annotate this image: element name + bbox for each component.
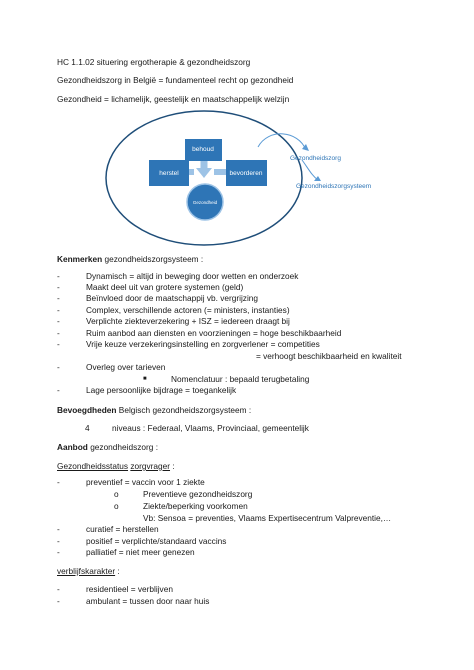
label-gezondheidszorgsysteem: Gezondheidszorgsysteem	[296, 183, 372, 190]
list-dash: -	[57, 596, 60, 606]
verblijf-heading-underlined: verblijfskarakter	[57, 566, 116, 576]
list-item: Dynamisch = altijd in beweging door wetten en onderzoek	[86, 271, 299, 281]
curve-to-gezondheidszorg	[258, 134, 306, 150]
circle-bullet: o	[114, 489, 119, 499]
verblijf-heading	[57, 566, 120, 576]
curve-to-gezondheidszorgsysteem	[302, 160, 318, 180]
bevoegdheden-number: 4	[85, 423, 90, 433]
bevoegdheden-levels: niveaus : Federaal, Vlaams, Provinciaal, gemeentelijk	[112, 423, 309, 433]
status-heading-rest: :	[170, 461, 175, 471]
health-diagram	[0, 0, 474, 250]
document-title: HC 1.1.02 situering ergotherapie & gezondheidszorg	[57, 57, 251, 67]
list-dash: -	[57, 536, 60, 546]
verblijf-heading-rest: :	[115, 566, 120, 576]
example-line: Vb: Sensoa = preventies, Vlaams Expertisecentrum Valpreventie,…	[143, 513, 392, 523]
list-dash: -	[57, 385, 60, 395]
list-dash: -	[57, 477, 60, 487]
list-item-continuation: = verhoogt beschikbaarheid en kwaliteit	[256, 351, 402, 361]
list-item: palliatief = niet meer genezen	[86, 547, 195, 557]
label-herstel: herstel	[159, 170, 179, 177]
bevoegdheden-heading-rest: Belgisch gezondheidszorgsysteem :	[116, 405, 252, 415]
list-dash: -	[57, 339, 60, 349]
intro-line-1: Gezondheidszorg in België = fundamenteel recht op gezondheid	[57, 75, 294, 85]
list-dash: -	[57, 271, 60, 281]
sub-list-item: Nomenclatuur : bepaald terugbetaling	[171, 374, 310, 384]
aanbod-heading	[57, 442, 158, 452]
list-item: Maakt deel uit van grotere systemen (geld)	[86, 282, 244, 292]
kenmerken-heading	[57, 254, 203, 264]
list-dash: -	[57, 584, 60, 594]
curve-arrowhead-2	[314, 176, 321, 181]
list-item: positief = verplichte/standaard vaccins	[86, 536, 227, 546]
list-dash: -	[57, 282, 60, 292]
list-item: Verplichte ziekteverzekering + ISZ = iedereen draagt bij	[86, 316, 290, 326]
list-item: Vrije keuze verzekeringsinstelling en zorgverlener = competities	[86, 339, 320, 349]
status-heading-underlined-1: Gezondheidsstatus	[57, 461, 129, 471]
kenmerken-heading-bold: Kenmerken	[57, 254, 103, 264]
label-gezondheidszorg: Gezondheidszorg	[290, 155, 341, 162]
label-bevorderen: bevorderen	[229, 170, 263, 177]
list-item: Lage persoonlijke bijdrage = toegankelijk	[86, 385, 237, 395]
list-item: ambulant = tussen door naar huis	[86, 596, 210, 606]
status-heading	[57, 461, 175, 471]
circle-bullet: o	[114, 501, 119, 511]
arrow-down-head	[196, 168, 212, 178]
square-bullet: ■	[143, 376, 147, 382]
list-dash: -	[57, 524, 60, 534]
sub-list-item: Ziekte/beperking voorkomen	[143, 501, 248, 511]
list-dash: -	[57, 328, 60, 338]
intro-line-2: Gezondheid = lichamelijk, geestelijk en maatschappelijk welzijn	[57, 94, 290, 104]
list-dash: -	[57, 293, 60, 303]
list-item: Complex, verschillende actoren (= ministers, instanties)	[86, 305, 290, 315]
bevoegdheden-heading-bold: Bevoegdheden	[57, 405, 117, 415]
list-item: Beïnvloed door de maatschappij vb. vergrijzing	[86, 293, 259, 303]
list-item: curatief = herstellen	[86, 524, 159, 534]
label-gezondheid: Gezondheid	[192, 200, 218, 205]
aanbod-heading-bold: Aanbod	[57, 442, 88, 452]
list-dash: -	[57, 362, 60, 372]
aanbod-heading-rest: gezondheidszorg :	[87, 442, 159, 452]
list-item: Ruim aanbod aan diensten en voorzieningen = hoge beschikbaarheid	[86, 328, 342, 338]
list-dash: -	[57, 316, 60, 326]
list-dash: -	[57, 305, 60, 315]
sub-list-item: Preventieve gezondheidszorg	[143, 489, 253, 499]
list-dash: -	[57, 547, 60, 557]
list-item: Overleg over tarieven	[86, 362, 166, 372]
list-item: preventief = vaccin voor 1 ziekte	[86, 477, 205, 487]
bevoegdheden-heading	[57, 405, 251, 415]
list-item: residentieel = verblijven	[86, 584, 173, 594]
kenmerken-heading-rest: gezondheidszorgsysteem :	[102, 254, 204, 264]
label-behoud: behoud	[192, 146, 214, 153]
status-heading-underlined-2: zorgvrager	[130, 461, 171, 471]
